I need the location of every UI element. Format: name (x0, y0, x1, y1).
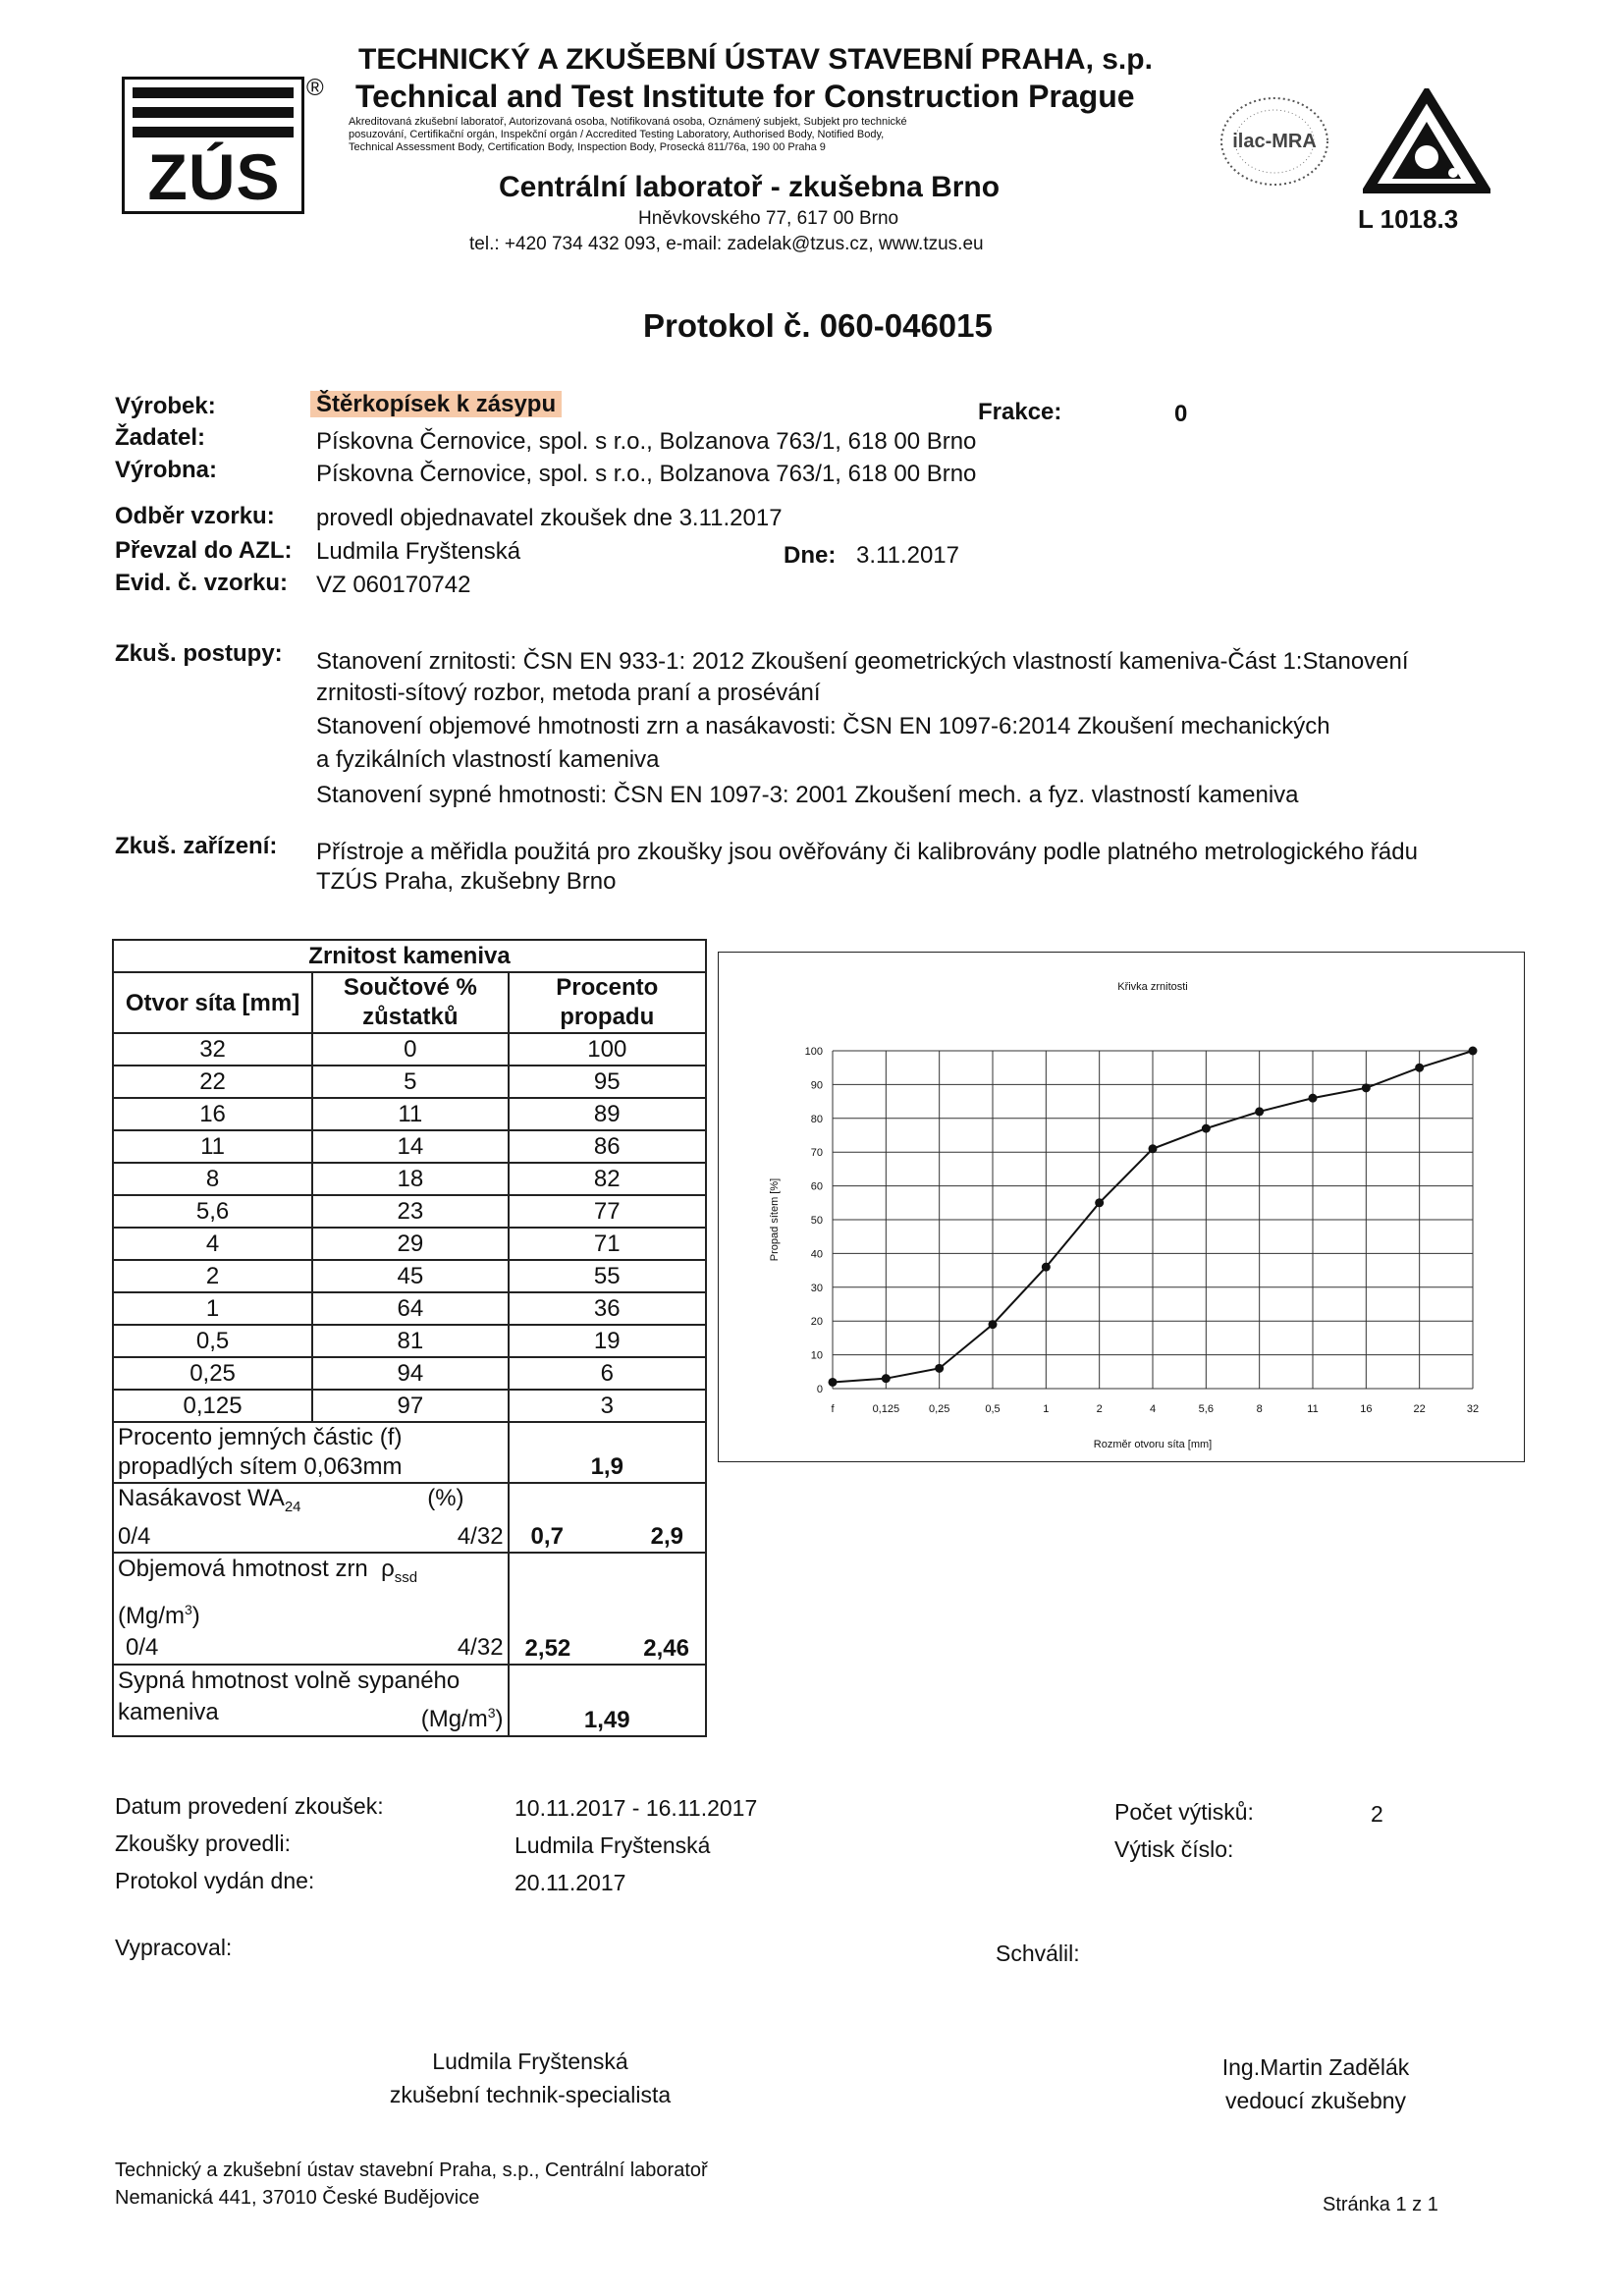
procedure-line-5: Stanovení sypné hmotnosti: ČSN EN 1097-3: 2001 Zkoušení mech. a fyz. vlastností kameniva (316, 782, 1299, 808)
x-tick-label: 4 (1149, 1403, 1157, 1415)
data-point (989, 1320, 998, 1329)
cell-retained: 0 (312, 1033, 508, 1066)
cell-sieve: 22 (113, 1066, 312, 1098)
cell-retained: 94 (312, 1357, 508, 1390)
y-tick-label: 0 (816, 1384, 823, 1395)
signature-approver: Ing.Martin Zadělák vedoucí zkušebny (1221, 2054, 1410, 2113)
cell-retained: 23 (312, 1195, 508, 1228)
cell-passing: 71 (509, 1228, 706, 1260)
copies-value: 2 (1371, 1801, 1383, 1827)
x-tick-label: 1 (1043, 1403, 1050, 1415)
cell-retained: 18 (312, 1163, 508, 1195)
data-point (1095, 1198, 1104, 1207)
accreditation-number: L 1018.3 (1358, 204, 1459, 234)
cell-sieve: 0,125 (113, 1390, 312, 1422)
sampling-value: provedl objednavatel zkoušek dne 3.11.2017 (316, 505, 783, 531)
data-point (1415, 1064, 1424, 1072)
institute-name-cz: TECHNICKÝ A ZKUŠEBNÍ ÚSTAV STAVEBNÍ PRAHA, s.p. (358, 43, 1153, 76)
y-tick-label: 10 (810, 1349, 823, 1362)
table-row (113, 1163, 706, 1195)
signature-preparer: Ludmila Fryštenská zkušební technik-specialista (389, 2049, 672, 2107)
cell-passing: 6 (509, 1357, 706, 1390)
data-point (935, 1364, 944, 1373)
cell-passing: 77 (509, 1195, 706, 1228)
cell-retained: 29 (312, 1228, 508, 1260)
cell-passing: 36 (509, 1292, 706, 1325)
table-row (113, 1098, 706, 1130)
applicant-label: Žadatel: (115, 424, 206, 451)
tested-by-value: Ludmila Fryštenská (514, 1832, 711, 1858)
x-tick-label: 0,125 (872, 1403, 900, 1415)
product-value: Štěrkopísek k zásypu (310, 391, 562, 418)
table-row (113, 1292, 706, 1325)
equipment-label: Zkuš. zařízení: (115, 833, 278, 859)
cell-sieve: 11 (113, 1130, 312, 1163)
cell-sieve: 5,6 (113, 1195, 312, 1228)
received-value: Ludmila Fryštenská (316, 538, 521, 565)
table-row (113, 1033, 706, 1066)
fines-label: Procento jemných částic (f) propadlých sítem 0,063mm (113, 1422, 509, 1483)
cell-sieve: 32 (113, 1033, 312, 1066)
prepared-label: Vypracoval: (115, 1935, 233, 1960)
x-tick-label: f (831, 1403, 835, 1415)
logo-text: ZÚS (147, 140, 281, 213)
absorption-label: Nasákavost $WA_{24}$ (%) 0/4 4/32 (113, 1483, 509, 1553)
data-point (882, 1374, 891, 1383)
cell-passing: 55 (509, 1260, 706, 1292)
table-row (113, 1195, 706, 1228)
cell-sieve: 8 (113, 1163, 312, 1195)
y-tick-label: 50 (810, 1215, 823, 1227)
data-point (1255, 1107, 1264, 1116)
bulk-density-value: 1,49 (509, 1665, 706, 1736)
cell-retained: 5 (312, 1066, 508, 1098)
table-row (113, 1325, 706, 1357)
cell-passing: 89 (509, 1098, 706, 1130)
footer-address: Technický a zkušební ústav stavební Praha, s.p., Centrální laboratoř Nemanická 441, 37010 České Budějovice (115, 2159, 708, 2209)
grain-size-table (112, 939, 707, 1737)
issued-label: Protokol vydán dne: (115, 1868, 315, 1893)
accreditation-mark (1363, 88, 1490, 196)
cell-passing: 95 (509, 1066, 706, 1098)
cell-retained: 14 (312, 1130, 508, 1163)
institute-name-en: Technical and Test Institute for Construction Prague (355, 79, 1135, 114)
plant-value: Pískovna Černovice, spol. s r.o., Bolzanova 763/1, 618 00 Brno (316, 461, 977, 487)
chart-title: Křivka zrnitosti (1117, 981, 1188, 993)
fraction-value: 0 (1174, 401, 1188, 427)
fraction-label: Frakce: (978, 399, 1062, 425)
bulk-density-label: Sypná hmotnost volně sypaného kameniva $(Mg/m^3)$ (113, 1665, 509, 1736)
y-tick-label: 40 (810, 1248, 823, 1261)
x-tick-label: 5,6 (1198, 1403, 1214, 1415)
procedure-line-4: a fyzikálních vlastností kameniva (316, 746, 660, 773)
data-point (1362, 1083, 1371, 1092)
x-axis-label: Rozměr otvoru síta [mm] (1093, 1439, 1213, 1450)
ilac-text: ilac-MRA (1232, 131, 1317, 152)
y-axis-label: Propad sítem [%] (769, 1177, 781, 1262)
zus-logo (122, 77, 304, 214)
plant-label: Výrobna: (115, 457, 218, 483)
table-row (113, 1228, 706, 1260)
product-label: Výrobek: (115, 393, 216, 419)
x-tick-label: 0,5 (985, 1403, 1001, 1415)
cell-retained: 45 (312, 1260, 508, 1292)
cell-retained: 64 (312, 1292, 508, 1325)
data-point (829, 1378, 838, 1387)
sampling-label: Odběr vzorku: (115, 503, 275, 529)
cell-sieve: 2 (113, 1260, 312, 1292)
y-tick-label: 70 (810, 1147, 823, 1160)
col-sieve-header: Otvor síta [mm] (113, 972, 312, 1033)
table-row (113, 1130, 706, 1163)
received-label: Převzal do AZL: (115, 537, 293, 564)
table-title: Zrnitost kameniva (113, 940, 706, 972)
cell-sieve: 0,5 (113, 1325, 312, 1357)
x-tick-label: 11 (1307, 1403, 1319, 1415)
procedure-line-3: Stanovení objemové hmotnosti zrn a nasákavosti: ČSN EN 1097-6:2014 Zkoušení mechanických (316, 713, 1330, 739)
data-point (1469, 1047, 1478, 1056)
ilac-seal (1218, 94, 1331, 189)
approved-label: Schválil: (996, 1941, 1080, 1966)
data-point (1309, 1094, 1318, 1103)
y-tick-label: 100 (804, 1046, 823, 1058)
applicant-value: Pískovna Černovice, spol. s r.o., Bolzanova 763/1, 618 00 Brno (316, 428, 977, 455)
lab-contact: tel.: +420 734 432 093, e-mail: zadelak@tzus.cz, www.tzus.eu (469, 234, 984, 254)
y-tick-label: 30 (810, 1282, 823, 1294)
cell-sieve: 0,25 (113, 1357, 312, 1390)
x-tick-label: 32 (1466, 1403, 1480, 1415)
procedure-line-2: zrnitosti-sítový rozbor, metoda praní a prosévání (316, 680, 821, 706)
absorption-values: 0,7 2,9 (509, 1483, 706, 1553)
sample-id-value: VZ 060170742 (316, 572, 471, 598)
received-date-value: 3.11.2017 (856, 542, 959, 569)
table-row (113, 1260, 706, 1292)
issued-value: 20.11.2017 (514, 1870, 626, 1895)
col-passing-header: Procento propadu (509, 972, 706, 1033)
copy-number-label: Výtisk číslo: (1114, 1836, 1234, 1862)
cell-retained: 11 (312, 1098, 508, 1130)
fine-print-2: posuzování, Certifikační orgán, Inspekční orgán / Accredited Testing Laboratory, Authorised Body, Notified Body, (349, 129, 885, 140)
x-tick-label: 2 (1096, 1403, 1103, 1415)
received-date-label: Dne: (784, 542, 837, 569)
data-point (1202, 1124, 1211, 1133)
cell-retained: 97 (312, 1390, 508, 1422)
lab-address: Hněvkovského 77, 617 00 Brno (638, 208, 899, 229)
table-row (113, 1357, 706, 1390)
col-retained-header: Součtové % zůstatků (312, 972, 508, 1033)
y-tick-label: 90 (810, 1079, 823, 1092)
cell-passing: 86 (509, 1130, 706, 1163)
grading-curve-svg (719, 953, 1524, 1461)
y-tick-label: 80 (810, 1113, 823, 1125)
cell-passing: 100 (509, 1033, 706, 1066)
equipment-line-1: Přístroje a měřidla použitá pro zkoušky jsou ověřovány či kalibrovány podle platného metrologického řádu (316, 839, 1418, 865)
cell-sieve: 1 (113, 1292, 312, 1325)
x-tick-label: 0,25 (928, 1403, 950, 1415)
procedures-label: Zkuš. postupy: (115, 640, 283, 667)
cell-passing: 19 (509, 1325, 706, 1357)
cell-retained: 81 (312, 1325, 508, 1357)
cell-sieve: 16 (113, 1098, 312, 1130)
density-label: Objemová hmotnost zrn $\rho_{ssd}$ $(Mg/m^3)$ 0/4 4/32 (113, 1553, 509, 1665)
data-point (1042, 1263, 1051, 1272)
page-number: Stránka 1 z 1 (1323, 2194, 1438, 2215)
x-tick-label: 8 (1256, 1403, 1263, 1415)
fine-print-1: Akreditovaná zkušební laboratoř, Autorizovaná osoba, Notifikovaná osoba, Oznámený subjekt, Subjekt pro technické (349, 116, 907, 128)
test-dates-value: 10.11.2017 - 16.11.2017 (514, 1795, 758, 1821)
protocol-title: Protokol č. 060-046015 (643, 307, 993, 344)
density-values: 2,52 2,46 (509, 1553, 706, 1665)
table-row (113, 1390, 706, 1422)
procedure-line-1: Stanovení zrnitosti: ČSN EN 933-1: 2012 Zkoušení geometrických vlastností kameniva-Část 1:Stanovení (316, 648, 1409, 675)
cell-passing: 82 (509, 1163, 706, 1195)
cell-sieve: 4 (113, 1228, 312, 1260)
registered-mark: ® (306, 75, 324, 101)
fine-print-3: Technical Assessment Body, Certification Body, Inspection Body, Prosecká 811/76a, 190 00 Praha 9 (349, 141, 826, 153)
sample-id-label: Evid. č. vzorku: (115, 570, 289, 596)
equipment-line-2: TZÚS Praha, zkušebny Brno (316, 868, 617, 895)
x-tick-label: 16 (1360, 1403, 1373, 1415)
tested-by-label: Zkoušky provedli: (115, 1831, 291, 1856)
copies-label: Počet výtisků: (1114, 1799, 1254, 1825)
y-tick-label: 20 (810, 1316, 823, 1329)
lab-name: Centrální laboratoř - zkušebna Brno (499, 171, 1001, 203)
y-tick-label: 60 (810, 1180, 823, 1193)
table-row (113, 1066, 706, 1098)
x-tick-label: 22 (1413, 1403, 1426, 1415)
test-dates-label: Datum provedení zkoušek: (115, 1793, 384, 1819)
fines-value: 1,9 (509, 1422, 706, 1483)
grading-curve-chart (718, 952, 1525, 1462)
data-point (1149, 1144, 1158, 1153)
cell-passing: 3 (509, 1390, 706, 1422)
